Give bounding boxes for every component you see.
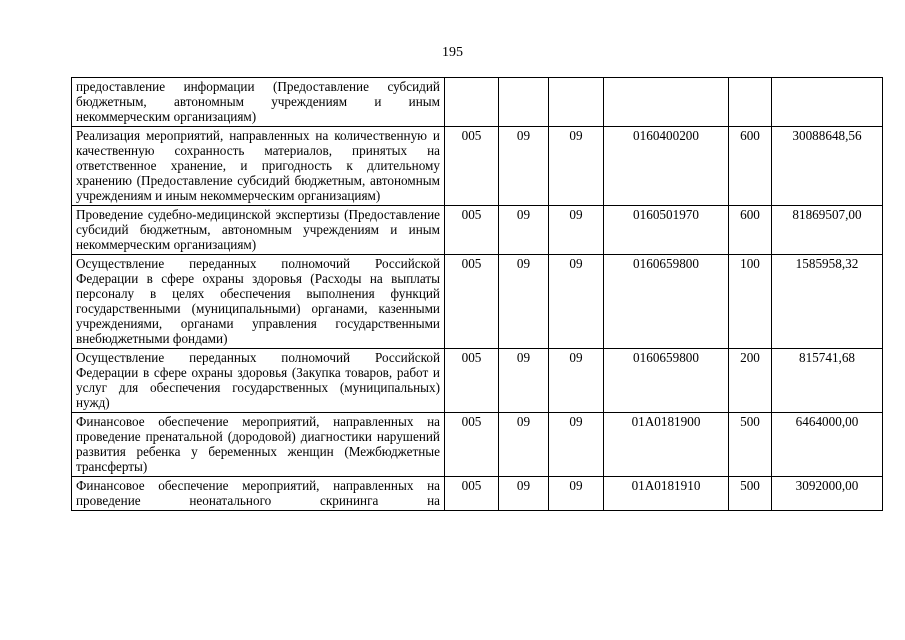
row-expense-type-code: 600 bbox=[729, 206, 772, 255]
row-section-code: 09 bbox=[499, 349, 549, 413]
row-description: Осуществление переданных полномочий Российской Федерации в сфере охраны здоровья (Расходы на выплаты персоналу в целях обеспечения выполнения функций государственными (муниципальными) органами, казенными учреждениями, органами управления государственными внебюджетными фондами) bbox=[72, 255, 445, 349]
row-target-article-code: 0160400200 bbox=[604, 127, 729, 206]
row-amount: 6464000,00 bbox=[772, 413, 883, 477]
row-amount bbox=[772, 78, 883, 127]
row-section-code: 09 bbox=[499, 127, 549, 206]
row-subsection-code: 09 bbox=[549, 206, 604, 255]
row-amount: 3092000,00 bbox=[772, 477, 883, 511]
row-target-article-code: 0160501970 bbox=[604, 206, 729, 255]
page-number: 195 bbox=[442, 45, 463, 60]
row-expense-type-code: 500 bbox=[729, 477, 772, 511]
row-grbs-code: 005 bbox=[445, 127, 499, 206]
row-section-code: 09 bbox=[499, 255, 549, 349]
row-target-article-code: 0160659800 bbox=[604, 349, 729, 413]
table-row bbox=[72, 78, 883, 127]
table-row bbox=[72, 127, 883, 206]
budget-table bbox=[71, 77, 883, 511]
row-subsection-code: 09 bbox=[549, 413, 604, 477]
row-section-code: 09 bbox=[499, 477, 549, 511]
row-description: Реализация мероприятий, направленных на количественную и качественную сохранность материалов, принятых на ответственное хранение, и пригодность к длительному хранению (Предоставление субсидий бюджетным, автономным учреждениям и иным некоммерческим организациям) bbox=[72, 127, 445, 206]
row-section-code: 09 bbox=[499, 206, 549, 255]
row-section-code bbox=[499, 78, 549, 127]
row-expense-type-code: 500 bbox=[729, 413, 772, 477]
row-description: Финансовое обеспечение мероприятий, направленных на проведение пренатальной (дородовой) диагностики нарушений развития ребенка у беременных женщин (Межбюджетные трансферты) bbox=[72, 413, 445, 477]
row-subsection-code: 09 bbox=[549, 127, 604, 206]
row-subsection-code: 09 bbox=[549, 255, 604, 349]
row-section-code: 09 bbox=[499, 413, 549, 477]
row-subsection-code bbox=[549, 78, 604, 127]
row-grbs-code: 005 bbox=[445, 206, 499, 255]
row-amount: 1585958,32 bbox=[772, 255, 883, 349]
row-grbs-code: 005 bbox=[445, 349, 499, 413]
row-expense-type-code bbox=[729, 78, 772, 127]
table-row bbox=[72, 413, 883, 477]
row-expense-type-code: 200 bbox=[729, 349, 772, 413]
row-target-article-code: 01А0181900 bbox=[604, 413, 729, 477]
row-target-article-code: 0160659800 bbox=[604, 255, 729, 349]
table-row bbox=[72, 255, 883, 349]
row-grbs-code: 005 bbox=[445, 413, 499, 477]
row-description: Финансовое обеспечение мероприятий, направленных на проведение неонатального скрининга на bbox=[72, 477, 445, 511]
table-row bbox=[72, 349, 883, 413]
row-subsection-code: 09 bbox=[549, 349, 604, 413]
row-target-article-code: 01А0181910 bbox=[604, 477, 729, 511]
row-grbs-code: 005 bbox=[445, 477, 499, 511]
row-amount: 81869507,00 bbox=[772, 206, 883, 255]
table-row bbox=[72, 206, 883, 255]
row-target-article-code bbox=[604, 78, 729, 127]
table-row bbox=[72, 477, 883, 511]
row-description: предоставление информации (Предоставление субсидий бюджетным, автономным учреждениям и иным некоммерческим организациям) bbox=[72, 78, 445, 127]
row-amount: 30088648,56 bbox=[772, 127, 883, 206]
row-expense-type-code: 100 bbox=[729, 255, 772, 349]
row-subsection-code: 09 bbox=[549, 477, 604, 511]
row-grbs-code: 005 bbox=[445, 255, 499, 349]
row-amount: 815741,68 bbox=[772, 349, 883, 413]
row-expense-type-code: 600 bbox=[729, 127, 772, 206]
row-grbs-code bbox=[445, 78, 499, 127]
row-description: Проведение судебно-медицинской экспертизы (Предоставление субсидий бюджетным, автономным учреждениям и иным некоммерческим организациям) bbox=[72, 206, 445, 255]
row-description: Осуществление переданных полномочий Российской Федерации в сфере охраны здоровья (Закупка товаров, работ и услуг для обеспечения государственных (муниципальных) нужд) bbox=[72, 349, 445, 413]
